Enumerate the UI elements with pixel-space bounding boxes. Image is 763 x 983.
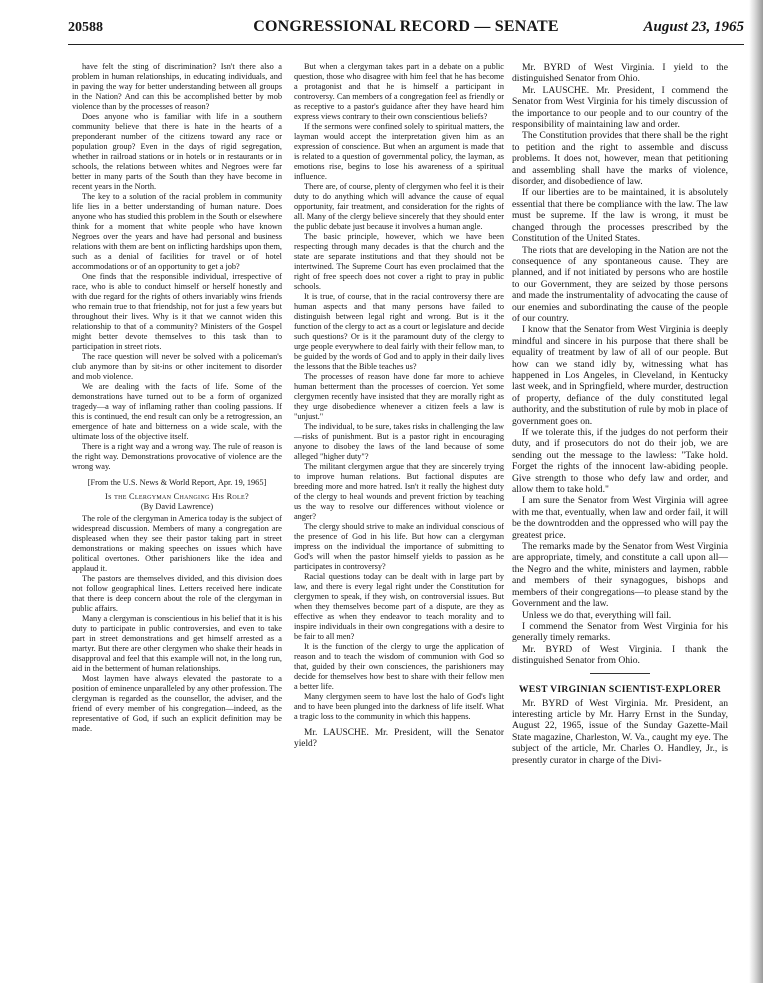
paragraph: There are, of course, plenty of clergymen who feel it is their duty to do anything which will advance the cause of equal opportunity, fair treatment, and consideration for the rights of all. Many of the clergy believe sincerely that they should enter the public debate just because it involves a human angle. xyxy=(294,182,504,231)
paragraph: Many clergymen seem to have lost the halo of God's light and to have been plunged into the darkness of life itself. What a tragic loss to the community in which this happens. xyxy=(294,692,504,721)
paragraph: The role of the clergyman in America today is the subject of widespread discussion. Members of many a congregation are displeased when they see their pastor taking part in street demonstrations or making speeches on issues which have political overtones. Other parishioners like the idea and applaud it. xyxy=(72,514,282,573)
paragraph: If we tolerate this, if the judges do not perform their duty, and if prosecutors do not do their job, we are sending out the message to the lawless: "Take hold. Forget the rights of the innocent law-abiding people. Give strength to those who defy law and order, and allow them to take hold." xyxy=(512,427,728,496)
column-right xyxy=(512,62,728,766)
paragraph: I am sure the Senator from West Virginia will agree with me that, eventually, when law and order fail, it will be the downtrodden and the oppressed who will pay the greatest price. xyxy=(512,495,728,541)
paragraph: But when a clergyman takes part in a debate on a public question, those who disagree with him feel that he has become a protagonist and that he is himself a participant in controversy. Can members of a congregation feel as friendly or as receptive to a pastor's guidance after they have heard him express views contrary to their own conscientious beliefs? xyxy=(294,62,504,121)
paragraph: The processes of reason have done far more to achieve human betterment than the processes of coercion. Yet some clergymen recently have insisted that they are morally right as they urge disobedience whenever a citizen feels a law is "unjust." xyxy=(294,372,504,421)
paragraph: The militant clergymen argue that they are sincerely trying to improve human relations. But factional disputes are breeding more and more hatred. Isn't it really the highest duty of the clergy to heal wounds and prevent friction by teaching us the way to resolve our differences without violence or anger? xyxy=(294,462,504,521)
paragraph: The individual, to be sure, takes risks in challenging the law—risks of punishment. But is a pastor right in encouraging anyone to disobey the laws of the land because of some alleged "higher duty"? xyxy=(294,422,504,461)
paragraph: We are dealing with the facts of life. Some of the demonstrations have turned out to be a form of organized tragedy—a way of inflaming rather than cooling passions. If this is continued, the end result can only be a retrogression, an emergence of hate and bitterness on a wide scale, with the ultimate loss of the objective itself. xyxy=(72,382,282,441)
paragraph: One finds that the responsible individual, irrespective of race, who is able to conduct himself or herself honestly and with due regard for the rights of others invariably wins friends who remain true to that friendship, not for just a few years but throughout their lives. Why is it that we cannot widen this relationship to that of a community? Ministers of the Gospel might better devote themselves to this task than to participation in street riots. xyxy=(72,272,282,351)
issue-date: August 23, 1965 xyxy=(643,19,744,35)
article-title: Is the Clergyman Changing His Role? xyxy=(105,492,249,501)
paragraph: Racial questions today can be dealt with in large part by law, and there is every legal right under the Constitution for clergymen to speak, if they wish, on controversial issues. But when they themselves become part of a dispute, are they as effective as when they endeavor to teach morality and to inspire individuals in their own congregations with a desire to be fair to all men? xyxy=(294,572,504,641)
paragraph: If the sermons were confined solely to spiritual matters, the layman would accept the interpretation given him as an expression of conscience. But when an argument is made that is related to a question of governmental policy, the layman, as emotions rise, begins to lose his awareness of a spiritual influence. xyxy=(294,122,504,181)
paragraph: The Constitution provides that there shall be the right to petition and the right to assemble and discuss problems. It does not, however, mean that petitioning and assembling shall have the marks of violence, disorder, and disobedience of law. xyxy=(512,130,728,188)
paragraph: I commend the Senator from West Virginia for his generally timely remarks. xyxy=(512,620,728,644)
paragraph: I know that the Senator from West Virginia is deeply mindful and sincere in his purpose that there shall be equality of treatment by law of all of our people. But how can we stand idly by, witnessing what has happened in Los Angeles, in Cleveland, in Kentucky last week, and in Springfield, where murder, destruction of property, defiance of the duly constituted legal authority, and the substitution of rule by mob in place of government goes on. xyxy=(512,324,728,427)
page-header xyxy=(68,18,744,42)
paragraph: Mr. BYRD of West Virginia. I yield to the distinguished Senator from Ohio. xyxy=(512,62,728,85)
paragraph: If our liberties are to be maintained, it is absolutely essential that there be compliance with the law. The law must be supreme. If the law is wrong, it must be changed through the processes prescribed by the Constitution of the United States. xyxy=(512,187,728,245)
paragraph: The riots that are developing in the Nation are not the consequence of any spontaneous cause. They are planned, and if not initiated by persons who are hostile to our Government, they are seized by those persons and made the instrumentality of advocating the cause of our enemies and subordinating the cause of the people of our country. xyxy=(512,244,728,324)
paragraph: Unless we do that, everything will fail. xyxy=(522,609,672,621)
paragraph: The race question will never be solved with a policeman's club anymore than by sit-ins or other incitement to disorder and mob violence. xyxy=(72,352,282,381)
column-middle xyxy=(294,62,504,750)
page-edge-shadow xyxy=(749,0,763,983)
paragraph: It is true, of course, that in the racial controversy there are human aspects and that many persons have failed to distinguish between legal right and wrong. But is it the function of the clergy to act as a court or legislature and decide such questions? Or is it the paramount duty of the clergy to urge people everywhere to deal fairly with their fellow man, to be guided by the words of God and to apply in their daily lives the lessons that the Bible teaches us? xyxy=(294,292,504,371)
section-title: WEST VIRGINIAN SCIENTIST-EXPLORER xyxy=(518,683,722,695)
paragraph: The remarks made by the Senator from West Virginia are appropriate, timely, and constitute a call upon all—the Negro and the white, ministers and laymen, rabble and members of their synagogues, bishops and members of their congregations—to please stand by the Government and the law. xyxy=(512,541,728,610)
paragraph: Mr. BYRD of West Virginia. Mr. President, an interesting article by Mr. Harry Ernst in the Sunday, August 22, 1965, issue of the Sunday Gazette-Mail State magazine, Charleston, W. Va., caught my eye. The subject of the article, Mr. Charles O. Handley, Jr., is presently curator in charge of the Divi- xyxy=(512,697,728,766)
paragraph: Mr. LAUSCHE. Mr. President, I commend the Senator from West Virginia for his timely discussion of the importance to our people and to our country of the responsibility of maintaining law and order. xyxy=(512,84,728,131)
paragraph: The pastors are themselves divided, and this division does not follow geographical lines. Letters received here indicate that there is deep concern about the role of the clergyman in public affairs. xyxy=(72,574,282,613)
paragraph: The key to a solution of the racial problem in community life lies in a better understanding of human nature. Does anyone who has studied this problem in the South or elsewhere think for a moment that white people who have known Negroes over the years and have had personal and business relations with them are bent on inflicting hardships upon them, such as a denial of facilities for travel or of hotel accommodations or of an opportunity to get a job? xyxy=(72,192,282,271)
column-left xyxy=(72,62,282,734)
paragraph: have felt the sting of discrimination? Isn't there also a problem in human relationships, in educating individuals, and in paving the way for better understanding between all groups in the Nation? And can this be accomplished better by mob violence than by the processes of reason? xyxy=(72,62,282,111)
paragraph: Does anyone who is familiar with life in a southern community believe that there is hate in the hearts of a preponderant number of the citizens toward any race or population group? Even in the days of rigid segregation, whether in railroad stations or in hotels or in restaurants or in schools, the relations between whites and Negroes were far better in many parts of the South than they have become in recent years in the North. xyxy=(72,112,282,191)
article-citation: [From the U.S. News & World Report, Apr. 19, 1965] xyxy=(87,478,267,487)
paragraph: Many a clergyman is conscientious in his belief that it is his duty to participate in public controversies, and even to take part in street demonstrations and get himself arrested as a martyr. But there are other clergymen who shake their heads in disapproval and feel that this example will not, in the long run, aid in the betterment of human relationships. xyxy=(72,614,282,673)
article-byline: (By David Lawrence) xyxy=(140,502,214,511)
header-rule xyxy=(68,44,744,45)
publication-title: CONGRESSIONAL RECORD — SENATE xyxy=(253,18,559,35)
paragraph: The basic principle, however, which we have been respecting through many decades is that the church and the state are separate institutions and that they should not be intertwined. The Supreme Court has even proclaimed that the right of free speech does not cover a right to pray in public schools. xyxy=(294,232,504,291)
speaker-line: Mr. LAUSCHE. Mr. President, will the Senator yield? xyxy=(294,728,504,749)
paragraph: Most laymen have always elevated the pastorate to a position of eminence unparalleled by any other profession. The clergyman is regarded as the counsellor, the adviser, and the friend of every member of his congregation—indeed, as the representative of God, if such an explicit definition may be made. xyxy=(72,674,282,733)
paragraph: The clergy should strive to make an individual conscious of the presence of God in his life. But how can a clergyman impress on the individual the importance of submitting to God's will when the pastor himself yields to passion as he participates in controversy? xyxy=(294,522,504,571)
paragraph: Mr. BYRD of West Virginia. I thank the distinguished Senator from Ohio. xyxy=(512,643,728,667)
section-divider xyxy=(590,673,650,674)
paragraph: There is a right way and a wrong way. The rule of reason is the right way. Demonstrations provocative of violence are the wrong way. xyxy=(72,442,282,471)
paragraph: It is the function of the clergy to urge the application of reason and to teach the wisdom of communion with God so that, guided by their own consciences, the parishioners may decide for themselves how best to share with their fellow men a better life. xyxy=(294,642,504,691)
page-number: 20588 xyxy=(68,20,103,35)
